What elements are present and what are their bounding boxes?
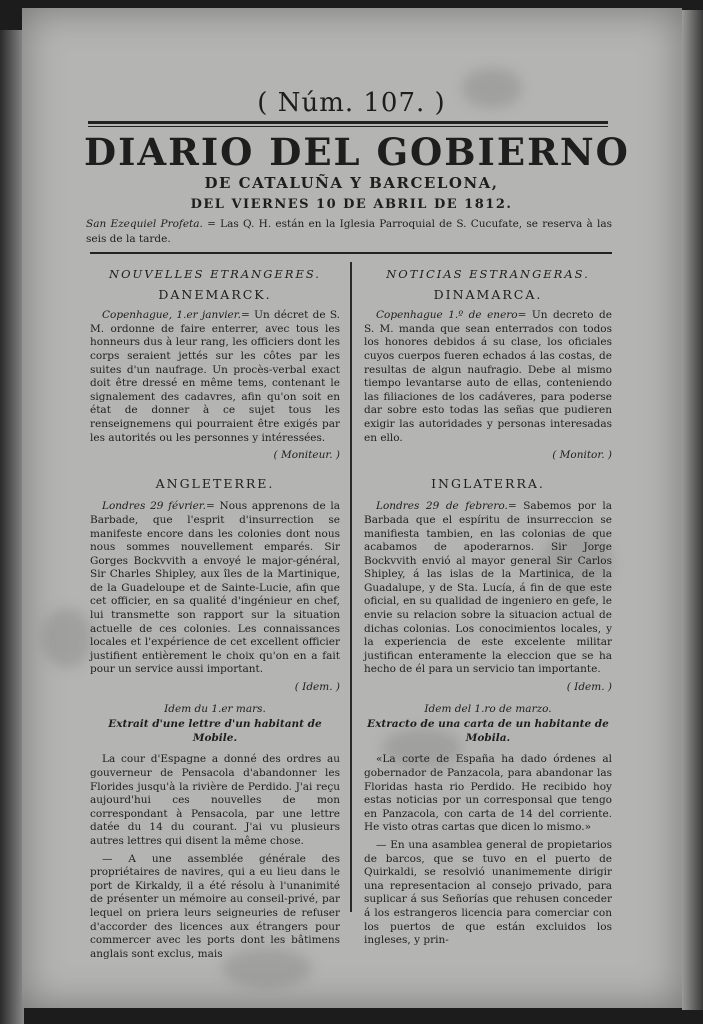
column-divider xyxy=(350,262,352,912)
left-article-4: — A une assemblée générale des propriétaires de navires, qui a eu lieu dans le port de Kirkaldy, il a été résolu à l'unanimité de présenter un mémoire au conseil-privé, par lequel on priera leurs seigneuries de refuser d'accorder des licences aux étrangers pour commercer avec les ports dont les bâtimens anglais sont exclus, mais xyxy=(90,852,340,960)
left-idem-date: Idem du 1.er mars. xyxy=(164,702,266,715)
right-article-1 xyxy=(364,309,612,445)
header-divider xyxy=(90,252,612,254)
right-article-2-text: = Sabemos por la Barbada que el espíritu de insurreccion se manifiesta tambien, en las colonias de que acabamos de apoderarnos. Sir Jorge Bockvvith envió al mayor general Sir Carlos Shipley, á las islas de la Martinica, de la Guadalupe, y de Sta. Lucía, á fin de que este oficial, en su qualidad de ingeniero en gefe, le envie su relacion sobre la situacion actual de dichas colonias. Los conocimientos locales, y la experiencia de este excelente militar justifican enteramente la eleccion que se ha hecho de él para un servicio tan importante. xyxy=(364,500,612,676)
right-country-dinamarca: DINAMARCA. xyxy=(433,286,543,302)
issue-number: ( Núm. 107. ) xyxy=(257,88,446,118)
masthead-subtitle: DE CATALUÑA Y BARCELONA, xyxy=(204,174,499,192)
date-line: DEL VIERNES 10 DE ABRIL DE 1812. xyxy=(190,197,513,212)
left-country-england: ANGLETERRE. xyxy=(155,475,275,491)
right-article-1-source: ( Monitor. ) xyxy=(552,449,612,462)
saint-name: San Ezequiel Profeta. xyxy=(86,218,203,230)
right-article-2 xyxy=(364,500,612,677)
right-section-header: NOTICIAS ESTRANGERAS. xyxy=(386,267,590,281)
right-article-2-source: ( Idem. ) xyxy=(566,681,612,694)
masthead-rule-top xyxy=(88,121,608,124)
right-article-2-place: Londres 29 de febrero. xyxy=(376,500,508,513)
right-extract-title: Extracto de una carta de un habitante de Mobila. xyxy=(367,718,609,744)
french-column xyxy=(90,268,340,965)
left-article-1-place: Copenhague, 1.er janvier. xyxy=(102,309,241,322)
saint-line xyxy=(86,217,612,247)
left-article-1 xyxy=(90,309,340,445)
right-article-1-place: Copenhague 1.º de enero xyxy=(376,309,518,322)
left-article-3: La cour d'Espagne a donné des ordres au gouverneur de Pensacola d'abandonner les Florides jusqu'à la rivière de Perdido. J'ai reçu aujourd'hui ces nouvelles de mon correspondant à Pensacola, par une lettre datée du 14 du courant. J'ai vu plusieurs autres lettres qui disent la même chose. xyxy=(90,753,340,847)
saint-text: = Las Q. H. están en la Iglesia Parroquial de S. Cucufate, se reserva à las seis de la tarde. xyxy=(86,218,613,245)
left-article-1-text: = Un décret de S. M. ordonne de faire enterrer, avec tous les honneurs dus à leur rang, les officiers dont les corps seraient jettés sur les côtes par les suites d'un naufrage. Un procès-verbal exact doit être dressé en même tems, contenant le signalement des cadavres, afin qu'on soit en état de donner à ce sujet tous les renseignemens qui pourraient être exigés par les autorités ou les personnes y intéressées. xyxy=(90,309,341,444)
left-article-2-text: = Nous apprenons de la Barbade, que l'esprit d'insurrection se manifeste encore dans les colonies dont nous nous sommes nouvellement emparés. Sir Gorges Bockvvith a envoyé le major-général, Sir Charles Shipley, aux îles de la Martinique, de la Guadeloupe et de Sainte-Lucie, afin que cet officier, en sa qualité d'ingénieur en chef, lui transmette son rapport sur la situation actuelle de ces colonies. Les connaissances locales et l'expérience de cet excellent officier justifient entièrement le choix qu'on en a fait pour un service aussi important. xyxy=(90,500,340,676)
right-article-1-text: = Un decreto de S. M. manda que sean enterrados con todos los honores debidos á su clase, los oficiales cuyos cuerpos fueren echados á las costas, de resultas de algun naufragio. Debe al mismo tiempo levantarse auto de ellas, conteniendo las filiaciones de los cadáveres, para poderse dar sobre esto todas las señas que pudieren exigir las autoridades y personas interesadas en ello. xyxy=(364,309,612,444)
left-article-1-source: ( Moniteur. ) xyxy=(273,449,340,462)
left-article-2-place: Londres 29 février. xyxy=(102,500,206,513)
right-idem-date: Idem del 1.ro de marzo. xyxy=(424,702,552,715)
page-edge xyxy=(682,10,703,1010)
left-extract-title: Extrait d'une lettre d'un habitant de Mobile. xyxy=(108,718,322,744)
left-article-2 xyxy=(90,500,340,677)
left-section-header: NOUVELLES ETRANGERES. xyxy=(109,267,321,281)
right-country-inglaterra: INGLATERRA. xyxy=(431,475,545,491)
masthead-title: DIARIO DEL GOBIERNO xyxy=(84,130,630,174)
spanish-column xyxy=(364,268,612,952)
left-country-denmark: DANEMARCK. xyxy=(158,286,272,302)
masthead-rule-thin xyxy=(88,126,608,127)
left-article-2-source: ( Idem. ) xyxy=(294,681,340,694)
right-article-4: — En una asamblea general de propietarios de barcos, que se tuvo en el puerto de Quirkaldi, se resolvió unanimemente dirigir una representacion al consejo privado, para suplicar á sus Señorías que rehusen conceder á los estrangeros licencia para comerciar con los puertos de que están excluidos los ingleses, y prin- xyxy=(364,838,612,947)
right-article-3: «La corte de España ha dado órdenes al gobernador de Panzacola, para abandonar las Floridas hasta rio Perdido. He recibido hoy estas noticias por un corresponsal que tengo en Panzacola, con carta de 14 del corriente. He visto otras cartas que dicen lo mismo.» xyxy=(364,753,612,834)
